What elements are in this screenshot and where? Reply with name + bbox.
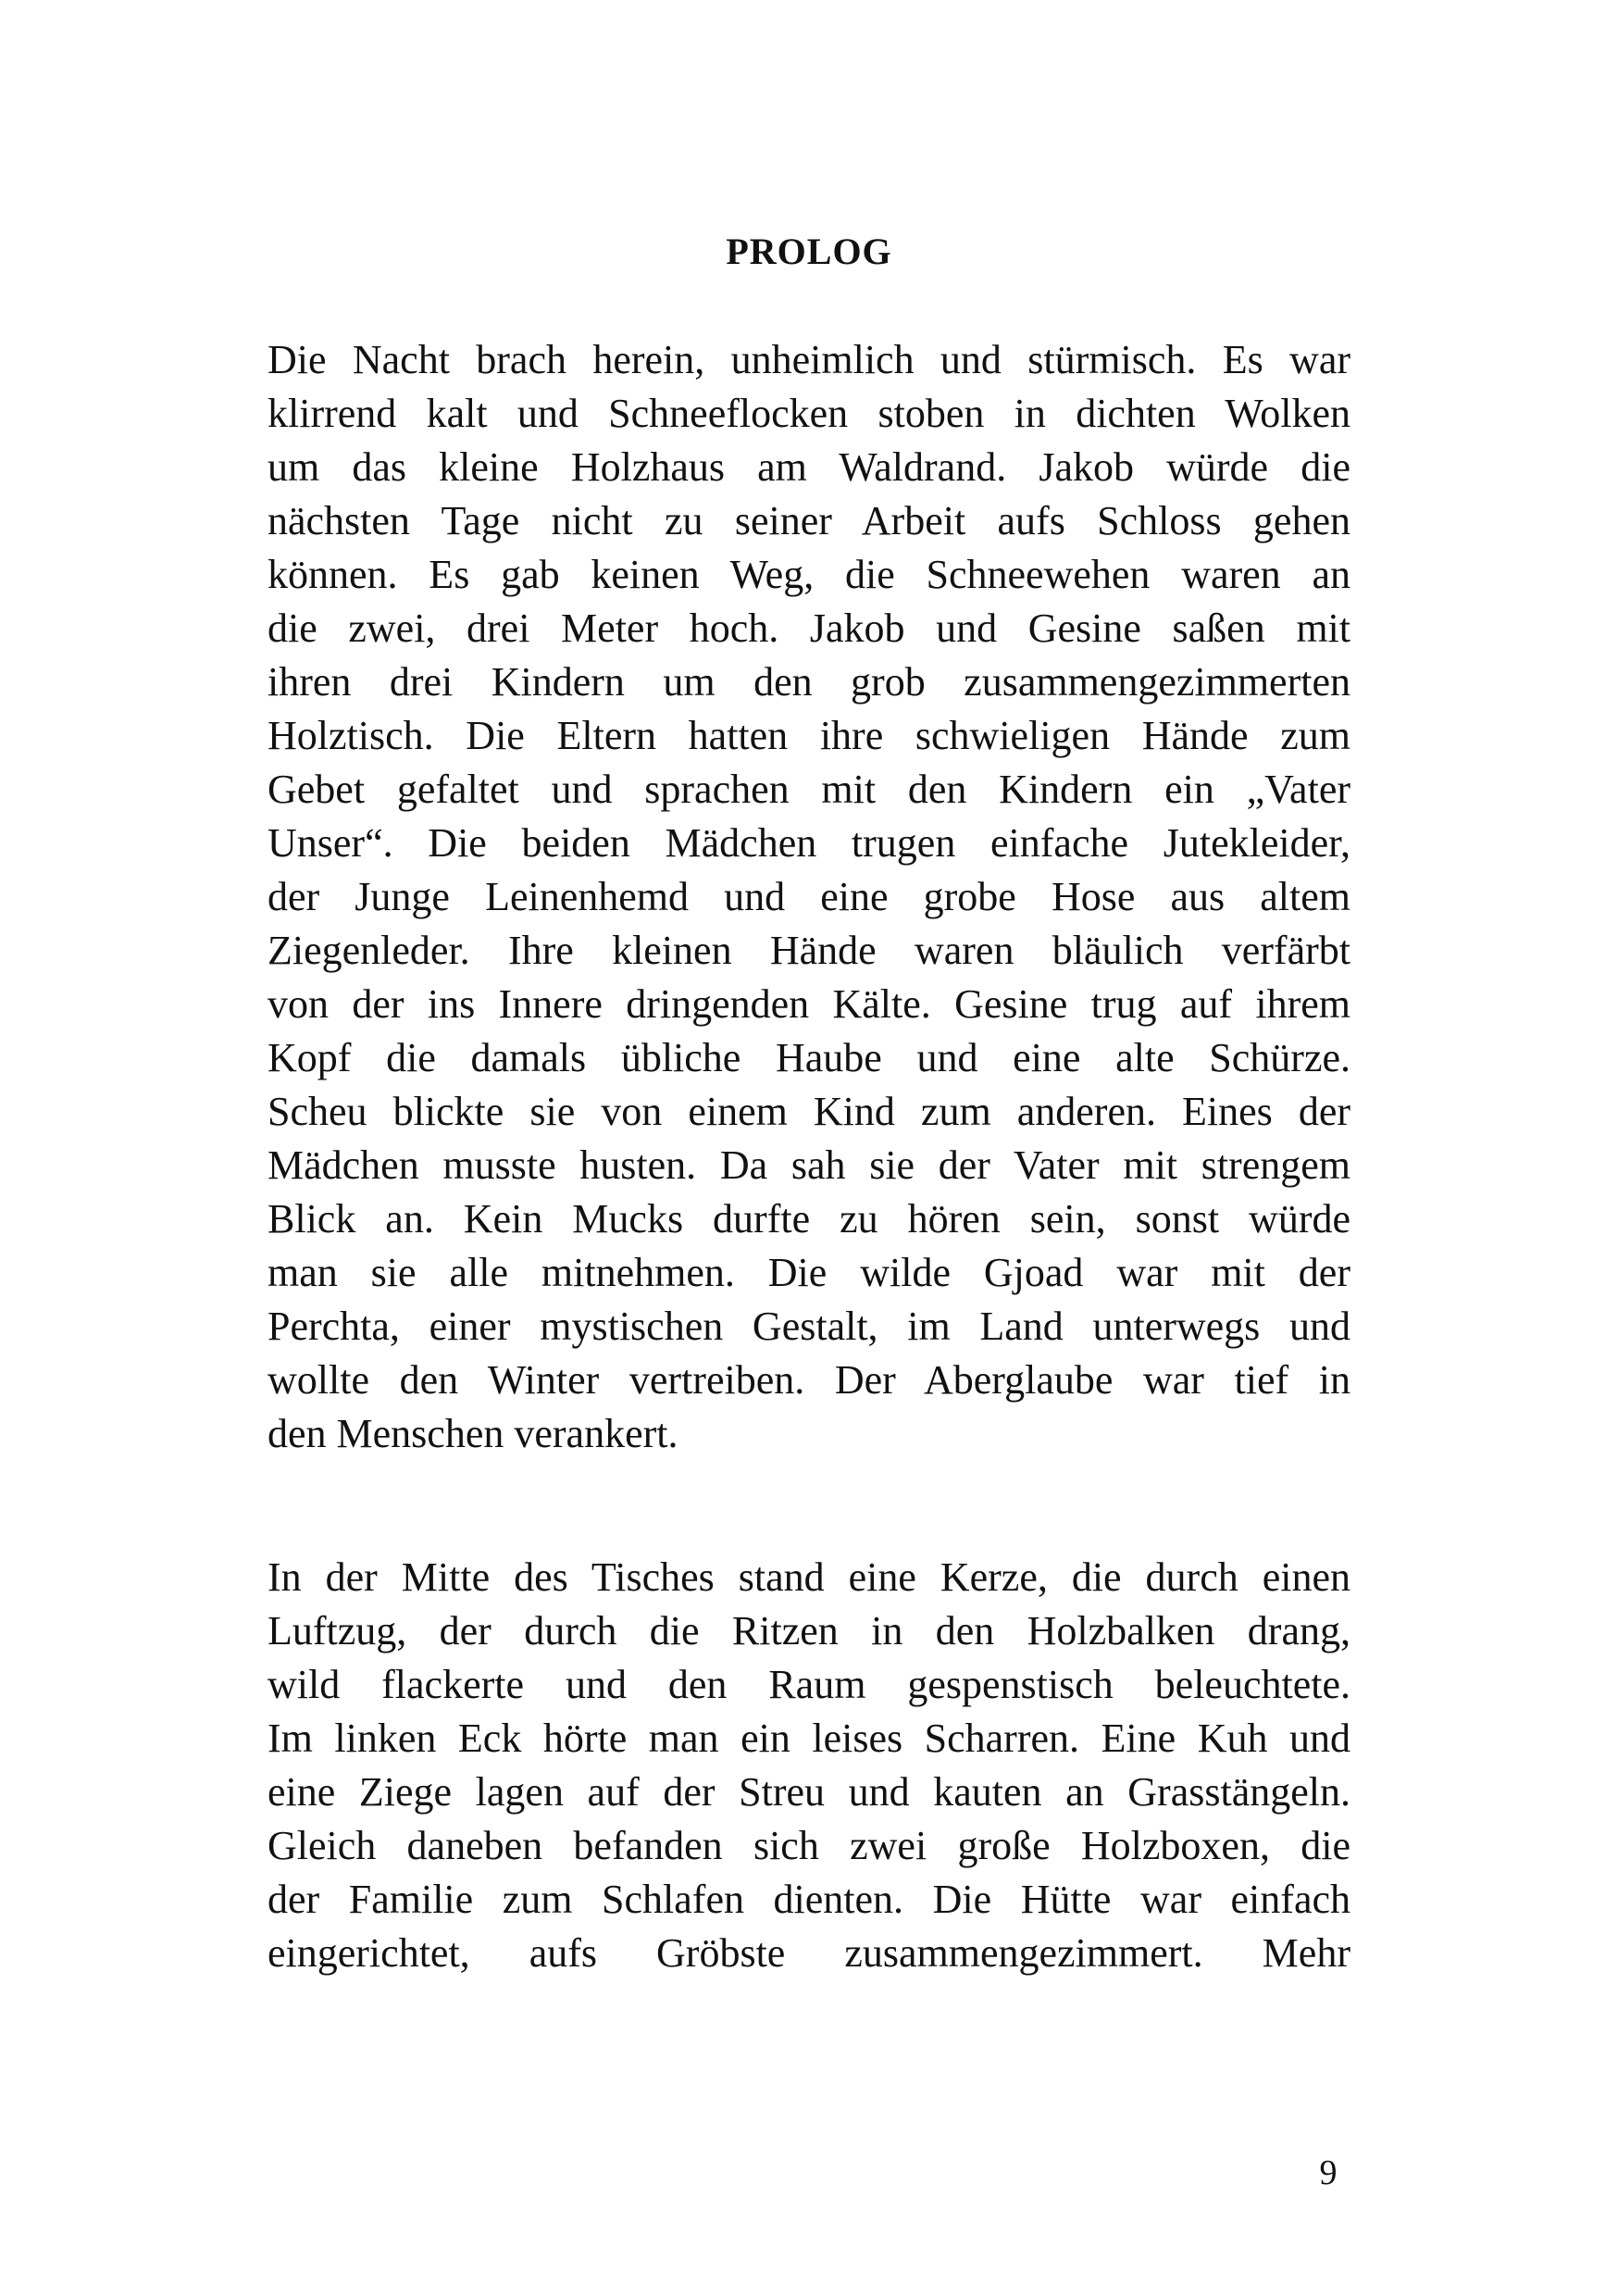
text-line: Kopf die damals übliche Haube und eine alte Schürze.	[268, 1035, 1350, 1080]
paragraph-1	[268, 333, 1350, 1461]
text-line: den Menschen verankert.	[268, 1411, 678, 1456]
text-line: man sie alle mitnehmen. Die wilde Gjoad war mit der	[268, 1250, 1350, 1295]
text-line: wild flackerte und den Raum gespenstisch beleuchtete.	[268, 1662, 1350, 1707]
text-line: eingerichtet, aufs Gröbste zusammengezimmert. Mehr	[268, 1930, 1350, 1976]
text-line: ihren drei Kindern um den grob zusammengezimmerten	[268, 659, 1350, 705]
text-line: Mädchen musste husten. Da sah sie der Vater mit strengem	[268, 1142, 1350, 1188]
text-line: der Junge Leinenhemd und eine grobe Hose aus altem	[268, 874, 1350, 919]
text-line: Perchta, einer mystischen Gestalt, im Land unterwegs und	[268, 1304, 1350, 1349]
text-line: Luftzug, der durch die Ritzen in den Holzbalken drang,	[268, 1608, 1350, 1653]
text-line: klirrend kalt und Schneeflocken stoben in dichten Wolken	[268, 391, 1350, 436]
text-line: Ziegenleder. Ihre kleinen Hände waren bläulich verfärbt	[268, 928, 1350, 973]
text-line: In der Mitte des Tisches stand eine Kerze, die durch einen	[268, 1554, 1350, 1600]
text-line: Gebet gefaltet und sprachen mit den Kindern ein „Vater	[268, 767, 1350, 812]
page-number: 9	[1319, 2153, 1338, 2192]
text-line: der Familie zum Schlafen dienten. Die Hütte war einfach	[268, 1877, 1350, 1922]
text-line: Scheu blickte sie von einem Kind zum anderen. Eines der	[268, 1089, 1350, 1134]
text-line: Gleich daneben befanden sich zwei große Holzboxen, die	[268, 1823, 1350, 1868]
text-line: Blick an. Kein Mucks durfte zu hören sein, sonst würde	[268, 1196, 1350, 1242]
chapter-title: PROLOG	[726, 231, 892, 272]
text-line: um das kleine Holzhaus am Waldrand. Jakob würde die	[268, 444, 1350, 490]
text-line: nächsten Tage nicht zu seiner Arbeit aufs Schloss gehen	[268, 498, 1350, 543]
text-line: die zwei, drei Meter hoch. Jakob und Gesine saßen mit	[268, 605, 1350, 651]
text-line: können. Es gab keinen Weg, die Schneewehen waren an	[268, 552, 1350, 597]
text-line: Die Nacht brach herein, unheimlich und stürmisch. Es war	[268, 337, 1350, 382]
text-line: eine Ziege lagen auf der Streu und kauten an Grasstängeln.	[268, 1769, 1350, 1815]
text-line: wollte den Winter vertreiben. Der Aberglaube war tief in	[268, 1357, 1350, 1403]
paragraph-2	[268, 1551, 1350, 1980]
text-line: von der ins Innere dringenden Kälte. Gesine trug auf ihrem	[268, 981, 1350, 1027]
text-line: Unser“. Die beiden Mädchen trugen einfache Jutekleider,	[268, 820, 1350, 866]
text-line: Holztisch. Die Eltern hatten ihre schwieligen Hände zum	[268, 713, 1350, 758]
text-line: Im linken Eck hörte man ein leises Scharren. Eine Kuh und	[268, 1716, 1350, 1761]
